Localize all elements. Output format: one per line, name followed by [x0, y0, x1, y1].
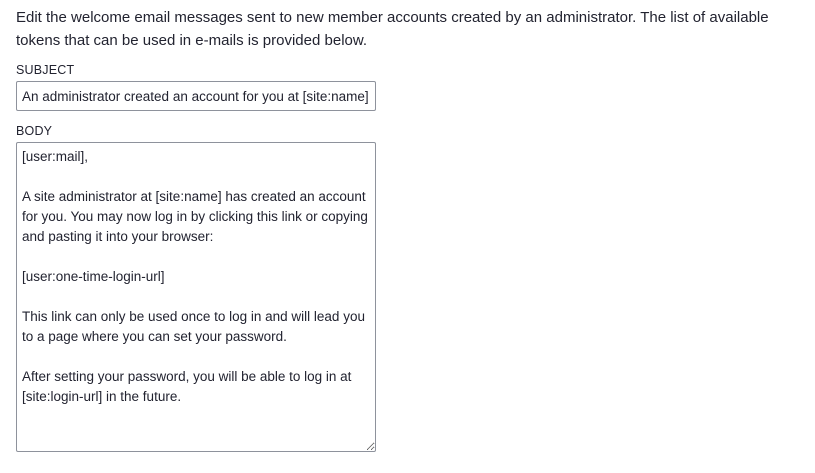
body-label: BODY — [16, 124, 53, 138]
body-textarea[interactable] — [16, 142, 376, 452]
subject-input[interactable] — [16, 81, 376, 111]
subject-label: SUBJECT — [16, 63, 75, 77]
form-description: Edit the welcome email messages sent to new member accounts created by an administrator. The list of available tokens that can be used in e-mails is provided below. — [16, 9, 769, 49]
